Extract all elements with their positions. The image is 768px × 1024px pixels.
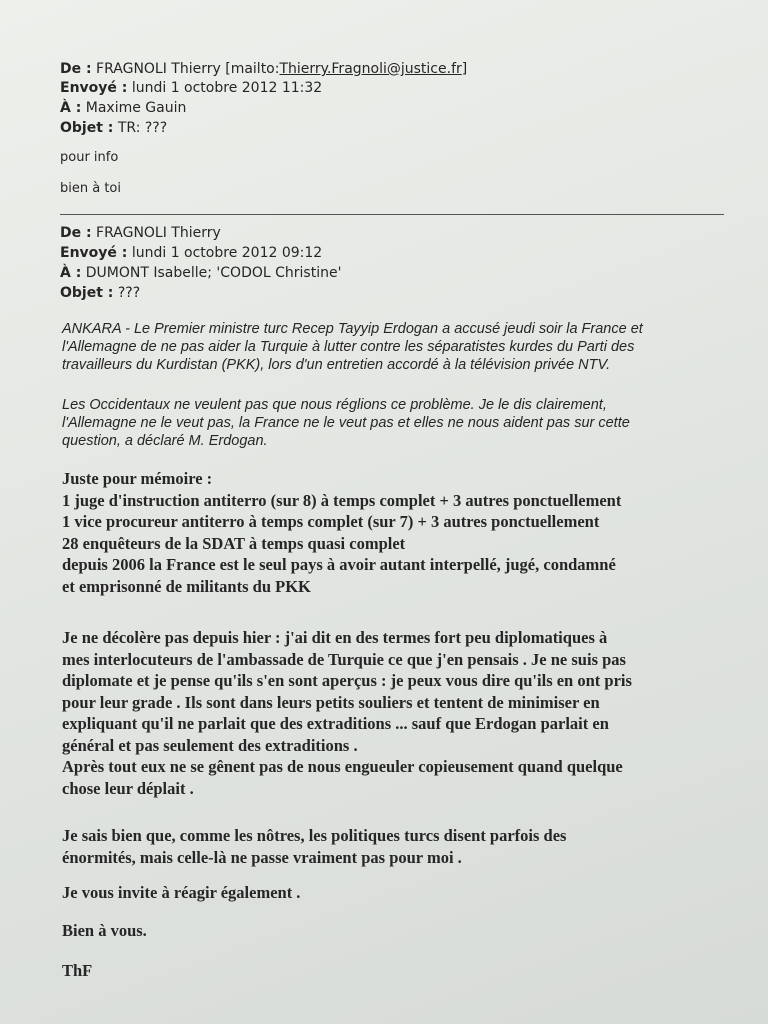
anger-line: mes interlocuteurs de l'ambassade de Turquie ce que j'en pensais . Je ne suis pas [62, 649, 626, 669]
separator-rule [60, 214, 724, 215]
quote-line: Les Occidentaux ne veulent pas que nous réglions ce problème. Je le dis clairement, [62, 397, 607, 413]
quote-line: travailleurs du Kurdistan (PKK), lors d'un entretien accordé à la télévision privée NTV. [62, 357, 611, 373]
quote-line: question, a déclaré M. Erdogan. [62, 433, 268, 449]
memo-line: depuis 2006 la France est le seul pays à avoir autant interpellé, jugé, condamné [62, 555, 616, 574]
signature: ThF [62, 961, 93, 980]
anger-line: général et pas seulement des extraditions . [62, 735, 358, 755]
forward-note-line2: bien à toi [60, 181, 121, 196]
subject-value: TR: ??? [117, 120, 168, 136]
quote-paragraph-1 [62, 320, 742, 374]
anger-line: Je ne décolère pas depuis hier : j'ai dit en des termes fort peu diplomatiques à [62, 628, 608, 647]
sent-label: Envoyé : [60, 80, 128, 96]
from-close: ] [461, 61, 468, 77]
original-sent-line [60, 244, 322, 263]
politics-line: Je sais bien que, comme les nôtres, les politiques turcs disent parfois des [62, 826, 567, 845]
forward-to-line [60, 99, 186, 118]
anger-line: pour leur grade . Ils sont dans leurs petits souliers et tentent de minimiser en [62, 692, 600, 712]
quote-line: ANKARA - Le Premier ministre turc Recep Tayyip Erdogan a accusé jeudi soir la France et [62, 321, 643, 337]
subject-value: ??? [117, 285, 141, 301]
sender-email-link[interactable]: Thierry.Fragnoli@justice.fr [279, 61, 462, 77]
quote-line: l'Allemagne de ne pas aider la Turquie à lutter contre les séparatistes kurdes du Parti des [62, 339, 635, 355]
politics-line: énormités, mais celle-là ne passe vraiment pas pour moi . [62, 847, 462, 867]
from-label: De : [60, 61, 92, 77]
subject-label: Objet : [60, 120, 114, 136]
to-label: À : [60, 100, 82, 116]
to-label: À : [60, 265, 82, 281]
sent-label: Envoyé : [60, 245, 128, 261]
invite-line: Je vous invite à réagir également . [62, 883, 301, 902]
closing-line: Bien à vous. [62, 921, 147, 940]
memo-line: 28 enquêteurs de la SDAT à temps quasi complet [62, 533, 406, 553]
from-value: FRAGNOLI Thierry [mailto: [96, 61, 280, 77]
to-value: DUMONT Isabelle; 'CODOL Christine' [85, 265, 342, 281]
forward-from-line [60, 60, 467, 79]
politics-paragraph [62, 825, 752, 868]
memo-paragraph [62, 468, 752, 597]
original-from-line [60, 224, 221, 243]
subject-label: Objet : [60, 285, 114, 301]
sent-value: lundi 1 octobre 2012 11:32 [131, 80, 323, 96]
forward-note-line1: pour info [60, 150, 119, 165]
from-value: FRAGNOLI Thierry [96, 225, 221, 241]
memo-line: 1 juge d'instruction antiterro (sur 8) à temps complet + 3 autres ponctuellement [62, 490, 622, 510]
quote-paragraph-2 [62, 396, 742, 450]
anger-line: Après tout eux ne se gênent pas de nous engueuler copieusement quand quelque [62, 757, 623, 776]
forward-subject-line [60, 119, 167, 138]
to-value: Maxime Gauin [85, 100, 187, 116]
anger-line: diplomate et je pense qu'ils s'en sont aperçus : je peux vous dire qu'ils en ont pris [62, 671, 632, 690]
memo-line: et emprisonné de militants du PKK [62, 576, 311, 596]
original-subject-line [60, 284, 140, 303]
anger-line: chose leur déplait . [62, 778, 194, 798]
original-to-line [60, 264, 341, 283]
anger-line: expliquant qu'il ne parlait que des extraditions ... sauf que Erdogan parlait en [62, 714, 609, 733]
from-label: De : [60, 225, 92, 241]
quote-line: l'Allemagne ne le veut pas, la France ne le veut pas et elles ne nous aident pas sur cette [62, 415, 630, 431]
memo-line: Juste pour mémoire : [62, 469, 213, 488]
forward-sent-line [60, 79, 322, 98]
sent-value: lundi 1 octobre 2012 09:12 [131, 245, 323, 261]
anger-paragraph [62, 627, 752, 799]
memo-line: 1 vice procureur antiterro à temps complet (sur 7) + 3 autres ponctuellement [62, 512, 600, 531]
